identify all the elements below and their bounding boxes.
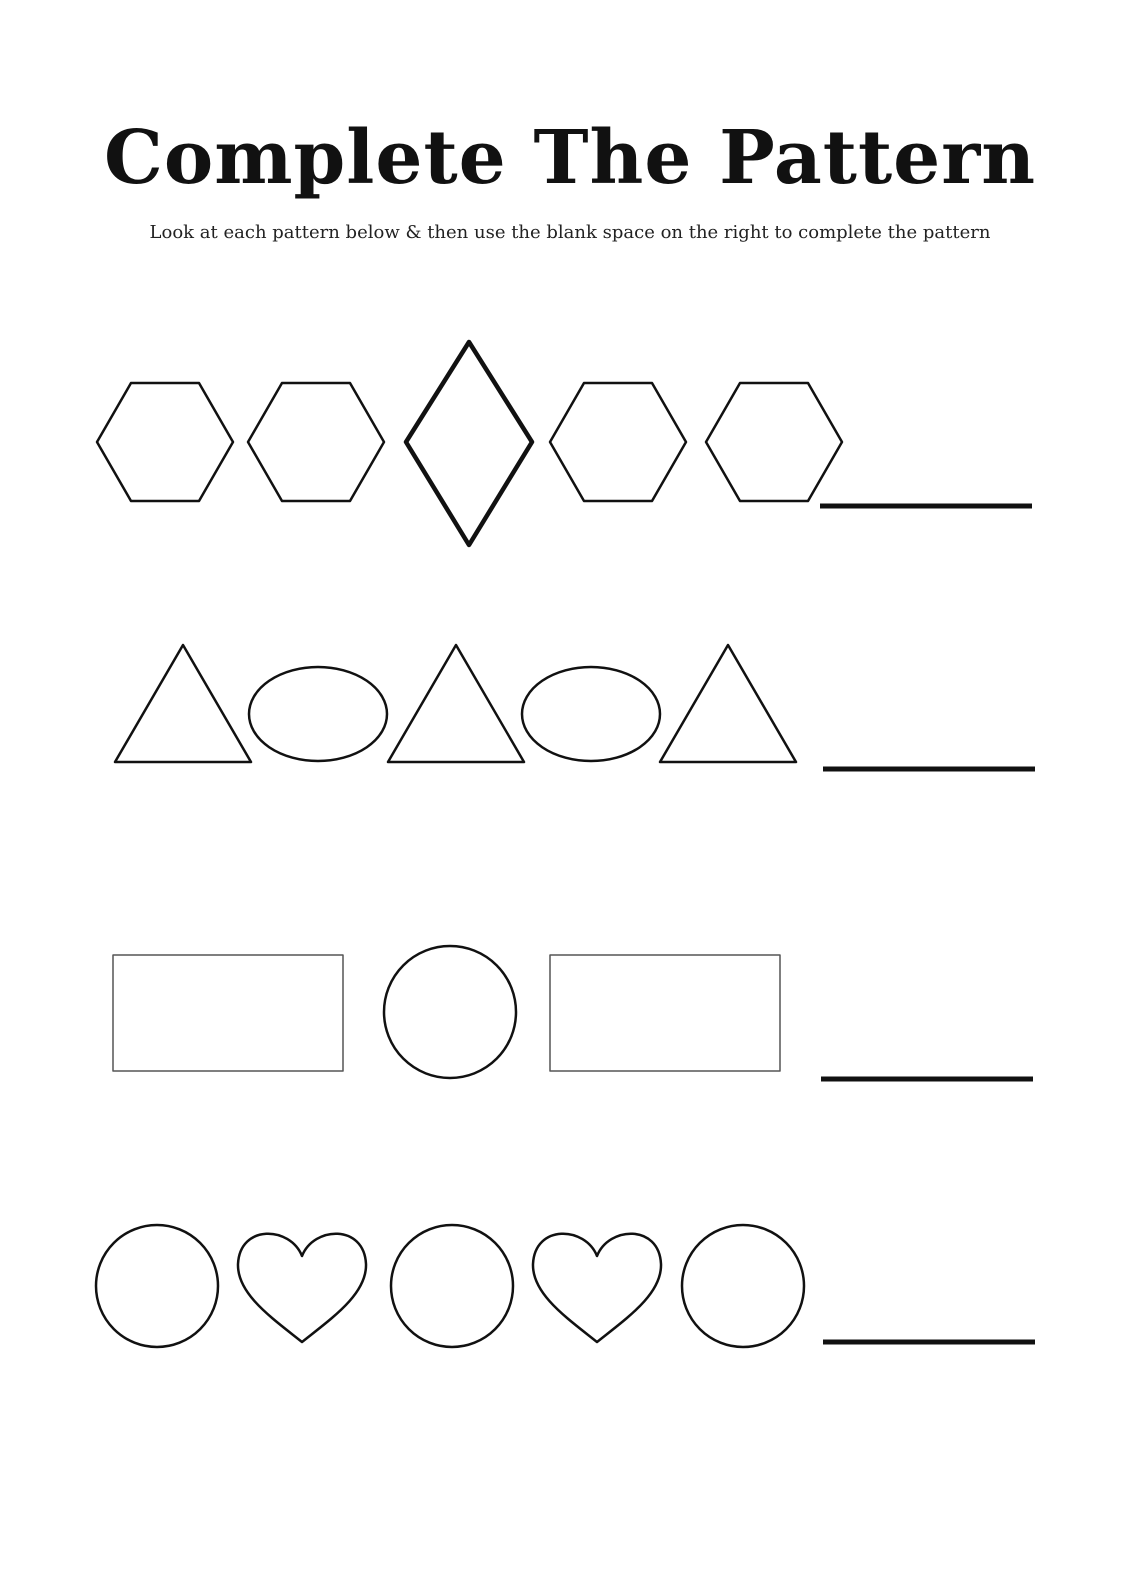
circle-shape [96,1225,218,1347]
worksheet-instructions: Look at each pattern below & then use the blank space on the right to complete the pattern [149,222,991,243]
oval-shape [522,667,660,761]
circle-shape [391,1225,513,1347]
pattern-row [97,342,1032,545]
diamond-shape [406,342,532,545]
heart-shape [238,1234,366,1342]
oval-shape [249,667,387,761]
triangle-shape [115,645,251,762]
pattern-row [115,645,1035,769]
hexagon-shape [97,383,233,501]
pattern-rows [96,342,1035,1347]
circle-shape [384,946,516,1078]
rectangle-shape [550,955,780,1071]
triangle-shape [660,645,796,762]
worksheet-title: Complete The Pattern [103,115,1037,201]
heart-shape [533,1234,661,1342]
hexagon-shape [706,383,842,501]
pattern-row [113,946,1033,1079]
circle-shape [682,1225,804,1347]
rectangle-shape [113,955,343,1071]
hexagon-shape [550,383,686,501]
triangle-shape [388,645,524,762]
hexagon-shape [248,383,384,501]
pattern-row [96,1225,1035,1347]
